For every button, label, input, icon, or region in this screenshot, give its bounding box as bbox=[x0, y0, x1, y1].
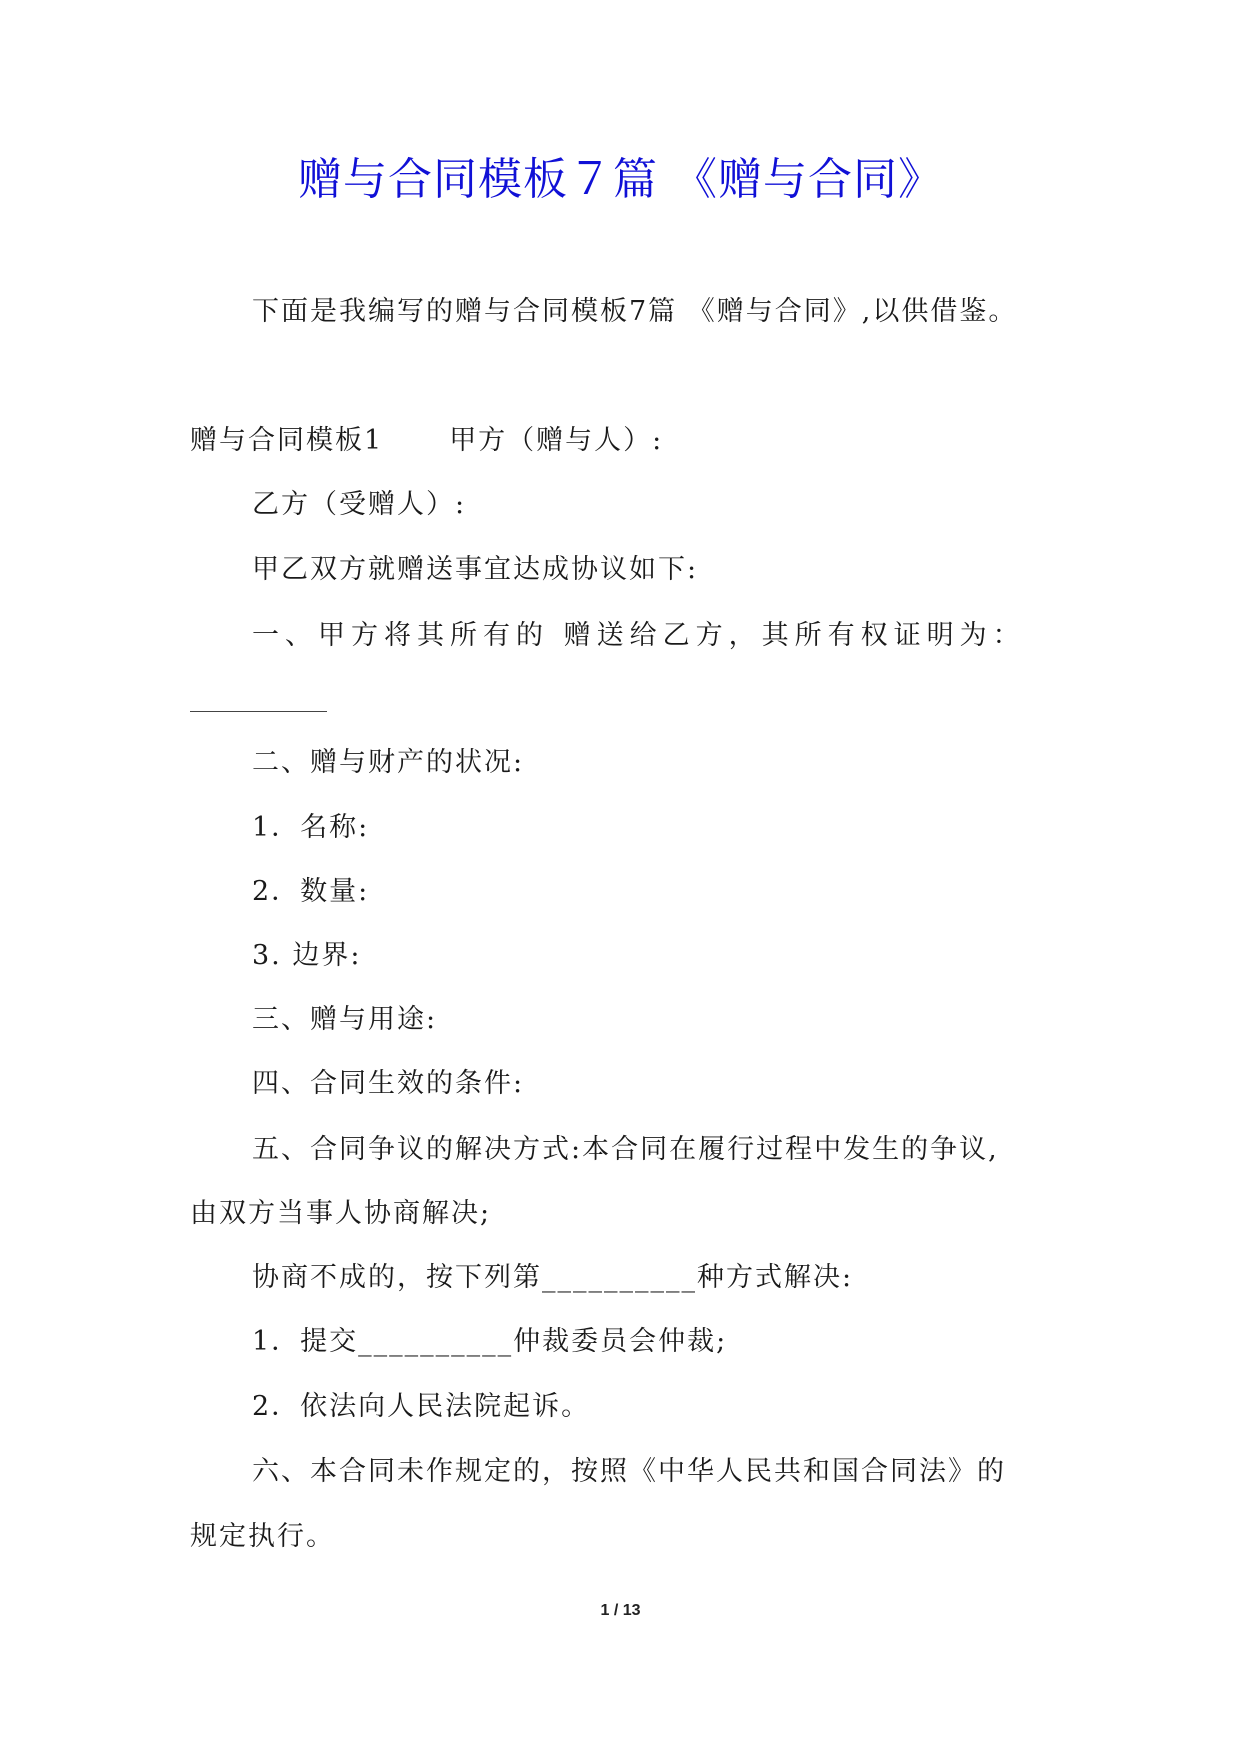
clause-6-line-1: 六、本合同未作规定的，按照《中华人民共和国合同法》的 bbox=[252, 1456, 1006, 1487]
section-heading: 赠与合同模板1 bbox=[190, 425, 384, 456]
item-boundary: 3. 边界: bbox=[252, 940, 362, 971]
clause-6-line-2: 规定执行。 bbox=[190, 1521, 335, 1552]
option-1: 1．提交__________仲裁委员会仲裁; bbox=[252, 1326, 728, 1357]
intro-paragraph: 下面是我编写的赠与合同模板7篇 《赠与合同》,以供借鉴。 bbox=[252, 296, 1018, 327]
party-b-label: 乙方（受赠人）: bbox=[252, 489, 467, 520]
party-a-label: 甲方（赠与人）: bbox=[449, 425, 664, 456]
clause-3: 三、赠与用途: bbox=[252, 1004, 438, 1035]
clause-1-blank-line bbox=[190, 711, 327, 712]
document-title: 赠与合同模板７篇 《赠与合同》 bbox=[298, 154, 943, 205]
section-heading-row bbox=[190, 421, 663, 461]
clause-5-fallback: 协商不成的，按下列第__________种方式解决: bbox=[252, 1262, 854, 1293]
item-name: 1．名称: bbox=[252, 812, 370, 843]
clause-5-line-2: 由双方当事人协商解决; bbox=[190, 1198, 492, 1229]
agreement-intro: 甲乙双方就赠送事宜达成协议如下: bbox=[252, 554, 699, 585]
clause-5-line-1: 五、合同争议的解决方式:本合同在履行过程中发生的争议, bbox=[252, 1134, 999, 1165]
clause-4: 四、合同生效的条件: bbox=[252, 1068, 525, 1099]
page-number: 1 / 13 bbox=[600, 1602, 641, 1619]
clause-1: 一、甲方将其所有的 赠送给乙方，其所有权证明为： bbox=[252, 620, 1026, 651]
item-quantity: 2．数量: bbox=[252, 876, 370, 907]
clause-2: 二、赠与财产的状况: bbox=[252, 747, 525, 778]
option-2: 2．依法向人民法院起诉。 bbox=[252, 1391, 591, 1422]
